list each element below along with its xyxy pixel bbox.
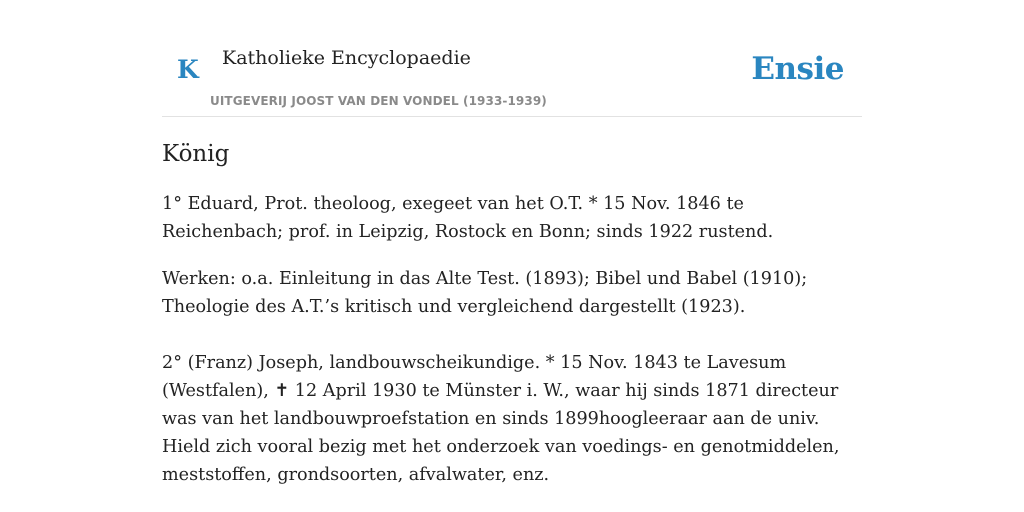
page-title: König: [162, 141, 230, 167]
site-logo[interactable]: K: [177, 55, 199, 84]
section-spacer: [162, 321, 862, 349]
site-header: [162, 0, 862, 117]
article-paragraph-2: Werken: o.a. Einleitung in das Alte Test. (1893); Bibel und Babel (1910); Theologie des A.T.’s kritisch und vergleichend dargestellt (1923).: [162, 269, 808, 317]
article-paragraph-3: 2° (Franz) Joseph, landbouwscheikundige. * 15 Nov. 1843 te Lavesum (Westfalen), ✝ 12 April 1930 te Münster i. W., waar hij sinds 1871 directeur was van het landbouwproefstation en sinds 1899hoogleeraar aan de univ. Hield zich vooral bezig met het onderzoek van voedings- en genotmiddelen, meststoffen, grondsoorten, afvalwater, enz.: [162, 353, 840, 485]
brand-logo[interactable]: Ensie: [751, 51, 844, 87]
publisher-subtitle: UITGEVERIJ JOOST VAN DEN VONDEL (1933-1939): [210, 94, 547, 108]
article-paragraph-1: 1° Eduard, Prot. theoloog, exegeet van het O.T. * 15 Nov. 1846 te Reichenbach; prof. in Leipzig, Rostock en Bonn; sinds 1922 rustend.: [162, 194, 774, 242]
article: [162, 138, 862, 489]
site-title[interactable]: Katholieke Encyclopaedie: [222, 47, 471, 69]
paragraph-spacer: [162, 246, 862, 265]
